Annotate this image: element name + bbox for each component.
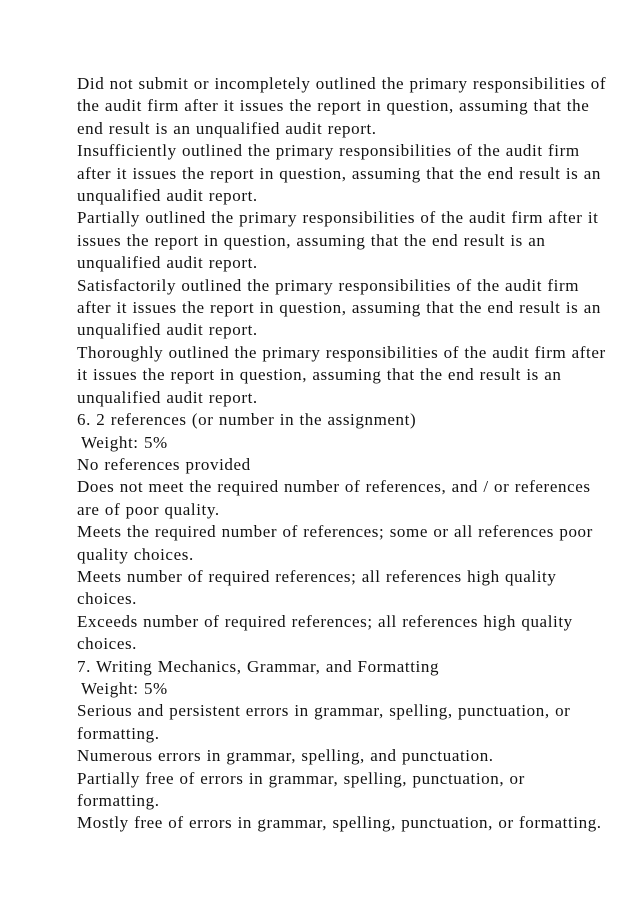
section5-level-1: Did not submit or incompletely outlined the primary responsibilities of the audit firm after it issues the report in question, assuming that the end result is an unqualified audit report. bbox=[77, 74, 607, 138]
section7-weight: Weight: 5% bbox=[81, 678, 168, 698]
section6-level-5: Exceeds number of required references; all references high quality choices. bbox=[77, 611, 573, 654]
section6-heading: 6. 2 references (or number in the assignment) bbox=[77, 410, 417, 430]
section6-level-4: Meets number of required references; all references high quality choices. bbox=[77, 566, 557, 609]
section6-level-1: No references provided bbox=[77, 454, 251, 474]
section6-level-2: Does not meet the required number of references, and / or references are of poor quality. bbox=[77, 477, 591, 519]
section7-level-4: Mostly free of errors in grammar, spelling, punctuation, or formatting. bbox=[77, 813, 602, 833]
section5-level-3: Partially outlined the primary responsibilities of the audit firm after it issues the report in question, assuming that the end result is an unqualified audit report. bbox=[77, 208, 599, 273]
section5-level-5: Thoroughly outlined the primary responsibilities of the audit firm after it issues the report in question, assuming that the end result is an unqualified audit report. bbox=[77, 342, 606, 407]
section7-level-2: Numerous errors in grammar, spelling, and punctuation. bbox=[77, 746, 494, 766]
section6-level-3: Meets the required number of references; some or all references poor quality choices. bbox=[77, 522, 593, 564]
section7-level-3: Partially free of errors in grammar, spelling, punctuation, or formatting. bbox=[77, 768, 525, 810]
section5-level-4: Satisfactorily outlined the primary responsibilities of the audit firm after it issues the report in question, assuming that the end result is an unqualified audit report. bbox=[77, 275, 601, 340]
section6-weight: Weight: 5% bbox=[81, 432, 168, 452]
section7-heading: 7. Writing Mechanics, Grammar, and Formatting bbox=[77, 656, 440, 676]
section7-level-1: Serious and persistent errors in grammar, spelling, punctuation, or formatting. bbox=[77, 701, 571, 743]
section5-level-2: Insufficiently outlined the primary responsibilities of the audit firm after it issues the report in question, assuming that the end result is an unqualified audit report. bbox=[77, 141, 601, 206]
document-text-body bbox=[77, 73, 607, 835]
